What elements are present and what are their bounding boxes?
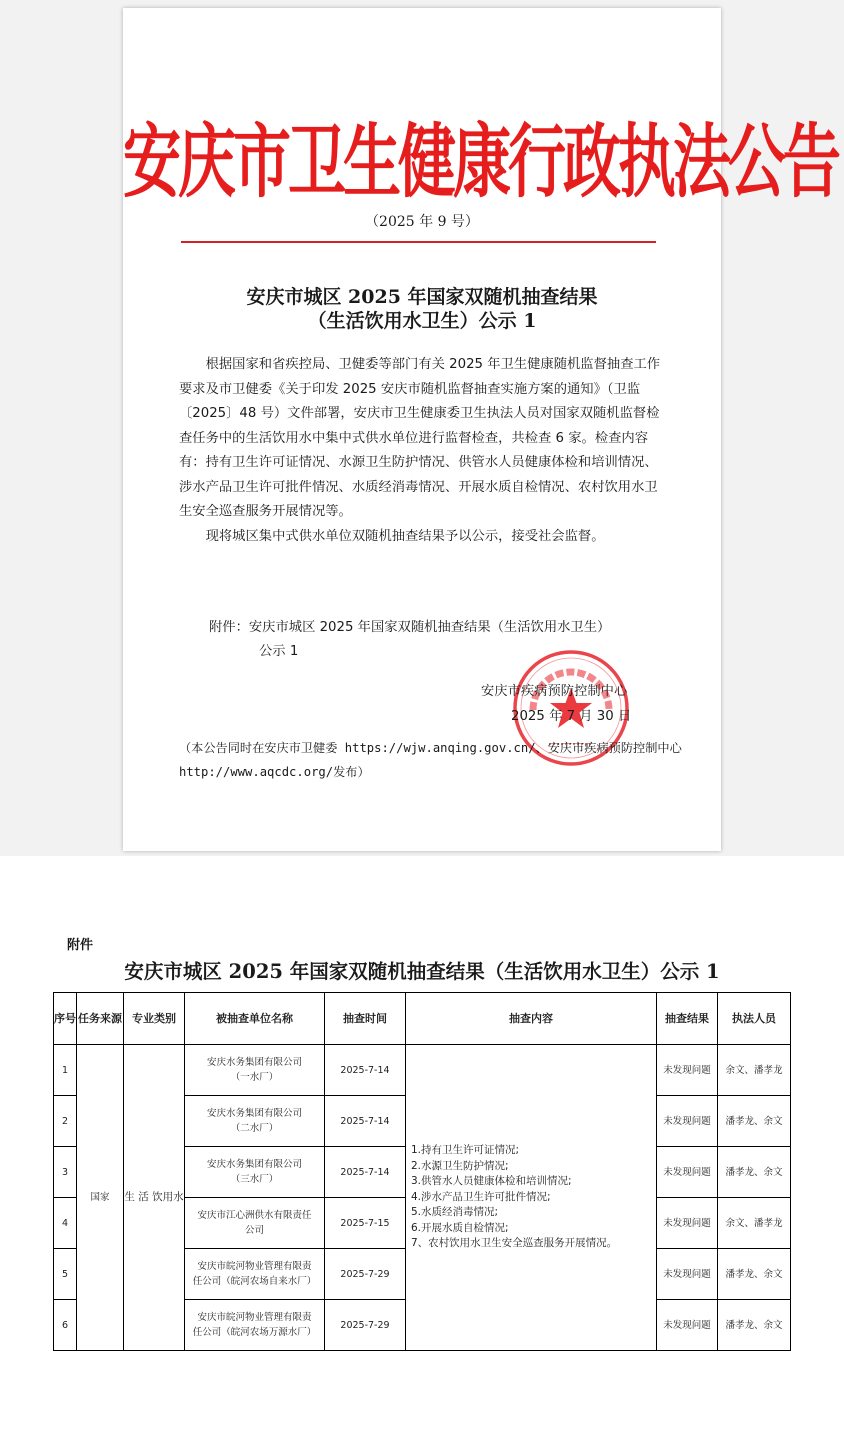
unit-name-cell: [185, 1147, 325, 1198]
task-source-cell: 国家: [77, 1045, 124, 1351]
unit-name-line2: 公司: [244, 1225, 264, 1236]
inspectors-cell: 潘孝龙、余文: [718, 1300, 791, 1351]
unit-name-line1: 安庆水务集团有限公司: [206, 1108, 302, 1119]
unit-name-line1: 安庆水务集团有限公司: [206, 1159, 302, 1170]
category-cell: 生 活 饮用水: [124, 1045, 185, 1351]
row-seq: 5: [54, 1249, 77, 1300]
inspection-results-table: [53, 992, 791, 1351]
check-date-cell: 2025-7-14: [325, 1045, 406, 1096]
inspection-content-cell: [406, 1045, 657, 1351]
result-cell: 未发现问题: [657, 1096, 718, 1147]
attachment-label: 附件: [67, 938, 94, 953]
inspectors-cell: 潘孝龙、余文: [718, 1096, 791, 1147]
notice-body: [179, 353, 667, 549]
unit-name-line1: 安庆市皖河物业管理有限责: [197, 1312, 312, 1323]
content-item: 5.水质经消毒情况;: [411, 1206, 499, 1219]
header-result: 抽查结果: [657, 993, 718, 1045]
publication-footnote: （本公告同时在安庆市卫健委 https://wjw.anqing.gov.cn/、安庆市疾病预防控制中心 http://www.aqcdc.org/发布）: [179, 741, 682, 779]
check-date-cell: 2025-7-14: [325, 1096, 406, 1147]
header-task-source: 任务来源: [77, 993, 124, 1045]
row-seq: 1: [54, 1045, 77, 1096]
check-date-cell: 2025-7-15: [325, 1198, 406, 1249]
row-seq: 2: [54, 1096, 77, 1147]
row-seq: 6: [54, 1300, 77, 1351]
content-item: 2.水源卫生防护情况;: [411, 1159, 509, 1172]
inspectors-cell: 余文、潘孝龙: [718, 1198, 791, 1249]
header-seq: 序号: [54, 993, 77, 1045]
unit-name-cell: [185, 1249, 325, 1300]
attachment-line2: 公示 1: [259, 644, 299, 659]
notice-title-line1: 安庆市城区 2025 年国家双随机抽查结果: [246, 286, 598, 308]
content-item: 7、农村饮用水卫生安全巡查服务开展情况。: [411, 1237, 618, 1250]
check-date-cell: 2025-7-29: [325, 1300, 406, 1351]
notice-page: [123, 8, 839, 851]
inspectors-cell: 潘孝龙、余文: [718, 1249, 791, 1300]
attachment-title: 安庆市城区 2025 年国家双随机抽查结果（生活饮用水卫生）公示 1: [124, 960, 720, 983]
header-inspectors: 执法人员: [718, 993, 791, 1045]
unit-name-line2: （二水厂）: [230, 1123, 279, 1134]
header-unit-name: 被抽查单位名称: [185, 993, 325, 1045]
result-cell: 未发现问题: [657, 1045, 718, 1096]
table-row: [54, 1045, 791, 1096]
check-date-cell: 2025-7-29: [325, 1249, 406, 1300]
header-category: 专业类别: [124, 993, 185, 1045]
unit-name-cell: [185, 1096, 325, 1147]
unit-name-line2: （三水厂）: [230, 1174, 279, 1185]
content-item: 6.开展水质自检情况;: [411, 1221, 509, 1234]
body-paragraph-2: 现将城区集中式供水单位双随机抽查结果予以公示，接受社会监督。: [205, 528, 605, 544]
content-item: 4.涉水产品卫生许可批件情况;: [411, 1190, 551, 1203]
unit-name-line1: 安庆市江心洲供水有限责任: [197, 1210, 312, 1221]
notice-title-line2: （生活饮用水卫生）公示 1: [307, 310, 537, 332]
unit-name-line1: 安庆水务集团有限公司: [206, 1057, 302, 1068]
signing-date: 2025 年 7 月 30 日: [511, 709, 632, 724]
masthead-title: 安庆市卫生健康行政执法公告: [123, 114, 839, 209]
row-seq: 3: [54, 1147, 77, 1198]
result-cell: 未发现问题: [657, 1147, 718, 1198]
content-item: 1.持有卫生许可证情况;: [411, 1144, 520, 1157]
signer-organization: 安庆市疾病预防控制中心: [481, 684, 628, 699]
result-cell: 未发现问题: [657, 1198, 718, 1249]
table-header-row: [54, 993, 791, 1045]
inspectors-cell: 潘孝龙、余文: [718, 1147, 791, 1198]
unit-name-line2: （一水厂）: [230, 1072, 279, 1083]
content-item: 3.供管水人员健康体检和培训情况;: [411, 1175, 572, 1188]
header-check-time: 抽查时间: [325, 993, 406, 1045]
inspectors-cell: 余文、潘孝龙: [718, 1045, 791, 1096]
row-seq: 4: [54, 1198, 77, 1249]
unit-name-cell: [185, 1300, 325, 1351]
check-date-cell: 2025-7-14: [325, 1147, 406, 1198]
header-content: 抽查内容: [406, 993, 657, 1045]
unit-name-cell: [185, 1045, 325, 1096]
result-cell: 未发现问题: [657, 1249, 718, 1300]
result-cell: 未发现问题: [657, 1300, 718, 1351]
issue-number: （2025 年 9 号）: [365, 214, 479, 230]
unit-name-cell: [185, 1198, 325, 1249]
red-divider-rule: [181, 241, 656, 243]
unit-name-line2: 任公司（皖河农场自来水厂）: [192, 1276, 317, 1287]
attachment-line1: 附件：安庆市城区 2025 年国家双随机抽查结果（生活饮用水卫生）: [209, 620, 611, 635]
unit-name-line2: 任公司（皖河农场万源水厂）: [192, 1327, 317, 1338]
unit-name-line1: 安庆市皖河物业管理有限责: [197, 1261, 312, 1272]
body-paragraph-1: 根据国家和省疾控局、卫健委等部门有关 2025 年卫生健康随机监督抽查工作要求及市卫健委《关于印发 2025 安庆市随机监督抽查实施方案的通知》（卫监〔2025〕48 号）文件部署，安庆市卫生健康委卫生执法人员对国家双随机监督检查任务中的生活饮用水中集中式供水单位进行监督检查，共检查 6 家。检查内容有：持有卫生许可证情况、水源卫生防护情况、供管水人员健康体检和培训情况、涉水产品卫生许可批件情况、水质经消毒情况、开展水质自检情况、农村饮用水卫生安全巡查服务开展情况等。: [179, 357, 661, 519]
